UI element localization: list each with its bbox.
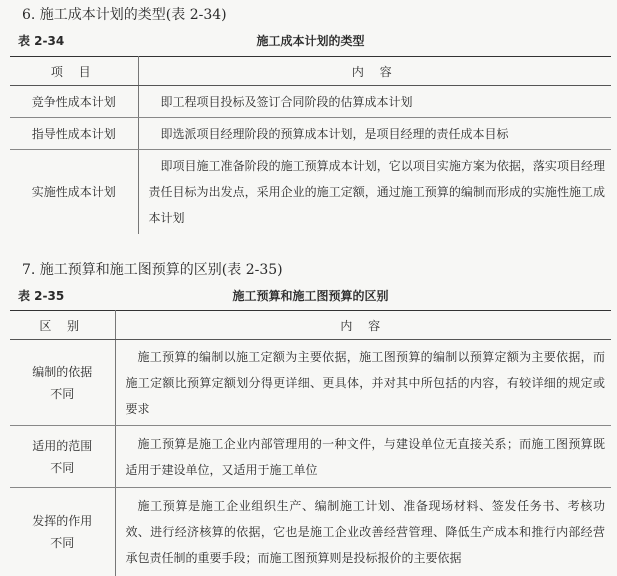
table-row xyxy=(10,86,611,118)
row-content: 施工预算是施工企业组织生产、编制施工计划、准备现场材料、签发任务书、考核功效、进行经济核算的依据，它也是施工企业改善经营管理、降低生产成本和推行内部经营承包责任制的重要手段；而施工图预算则是投标报价的主要依据 xyxy=(125,498,605,565)
table-row xyxy=(10,426,611,488)
row-label-line2: 不同 xyxy=(50,386,75,401)
table-row xyxy=(10,340,611,426)
table-2-34 xyxy=(10,56,611,234)
row-label xyxy=(10,340,115,426)
section-7-heading: 7. 施工预算和施工图预算的区别(表 2-35) xyxy=(22,262,283,278)
row-label-line1: 发挥的作用 xyxy=(32,513,93,528)
row-label: 实施性成本计划 xyxy=(10,150,138,234)
table-number: 表 2-34 xyxy=(18,34,65,48)
table-2-35-caption xyxy=(18,287,603,305)
header-content: 内 容 xyxy=(138,57,611,86)
table-title: 施工成本计划的类型 xyxy=(256,34,365,48)
table-row xyxy=(10,488,611,576)
header-item: 项 目 xyxy=(10,57,138,86)
header-content: 内 容 xyxy=(115,311,611,340)
table-number: 表 2-35 xyxy=(18,289,65,303)
table-row xyxy=(10,150,611,234)
row-content: 即工程项目投标及签订合同阶段的估算成本计划 xyxy=(138,86,611,118)
row-label-line1: 适用的范围 xyxy=(32,438,93,453)
table-header-row xyxy=(10,57,611,86)
table-2-35 xyxy=(10,310,611,576)
row-label-line1: 编制的依据 xyxy=(32,364,93,379)
row-label xyxy=(10,426,115,488)
header-difference: 区 别 xyxy=(10,311,115,340)
row-content: 即项目施工准备阶段的施工预算成本计划，它以项目实施方案为依据，落实项目经理责任目标为出发点，采用企业的施工定额，通过施工预算的编制而形成的实施性施工成本计划 xyxy=(148,158,605,225)
row-label-line2: 不同 xyxy=(50,535,75,550)
row-label xyxy=(10,488,115,576)
row-label: 指导性成本计划 xyxy=(10,118,138,150)
table-title: 施工预算和施工图预算的区别 xyxy=(232,289,389,303)
row-label-line2: 不同 xyxy=(50,460,75,475)
row-label: 竞争性成本计划 xyxy=(10,86,138,118)
section-6-heading: 6. 施工成本计划的类型(表 2-34) xyxy=(22,7,227,23)
row-content: 施工预算的编制以施工定额为主要依据，施工图预算的编制以预算定额为主要依据，而施工定额比预算定额划分得更详细、更具体，并对其中所包括的内容，有较详细的规定或要求 xyxy=(115,340,611,426)
table-row xyxy=(10,118,611,150)
row-content: 施工预算是施工企业内部管理用的一种文件，与建设单位无直接关系；而施工图预算既适用于建设单位，又适用于施工单位 xyxy=(115,426,611,488)
table-2-34-caption xyxy=(18,32,603,50)
table-header-row xyxy=(10,311,611,340)
row-content: 即选派项目经理阶段的预算成本计划，是项目经理的责任成本目标 xyxy=(138,118,611,150)
